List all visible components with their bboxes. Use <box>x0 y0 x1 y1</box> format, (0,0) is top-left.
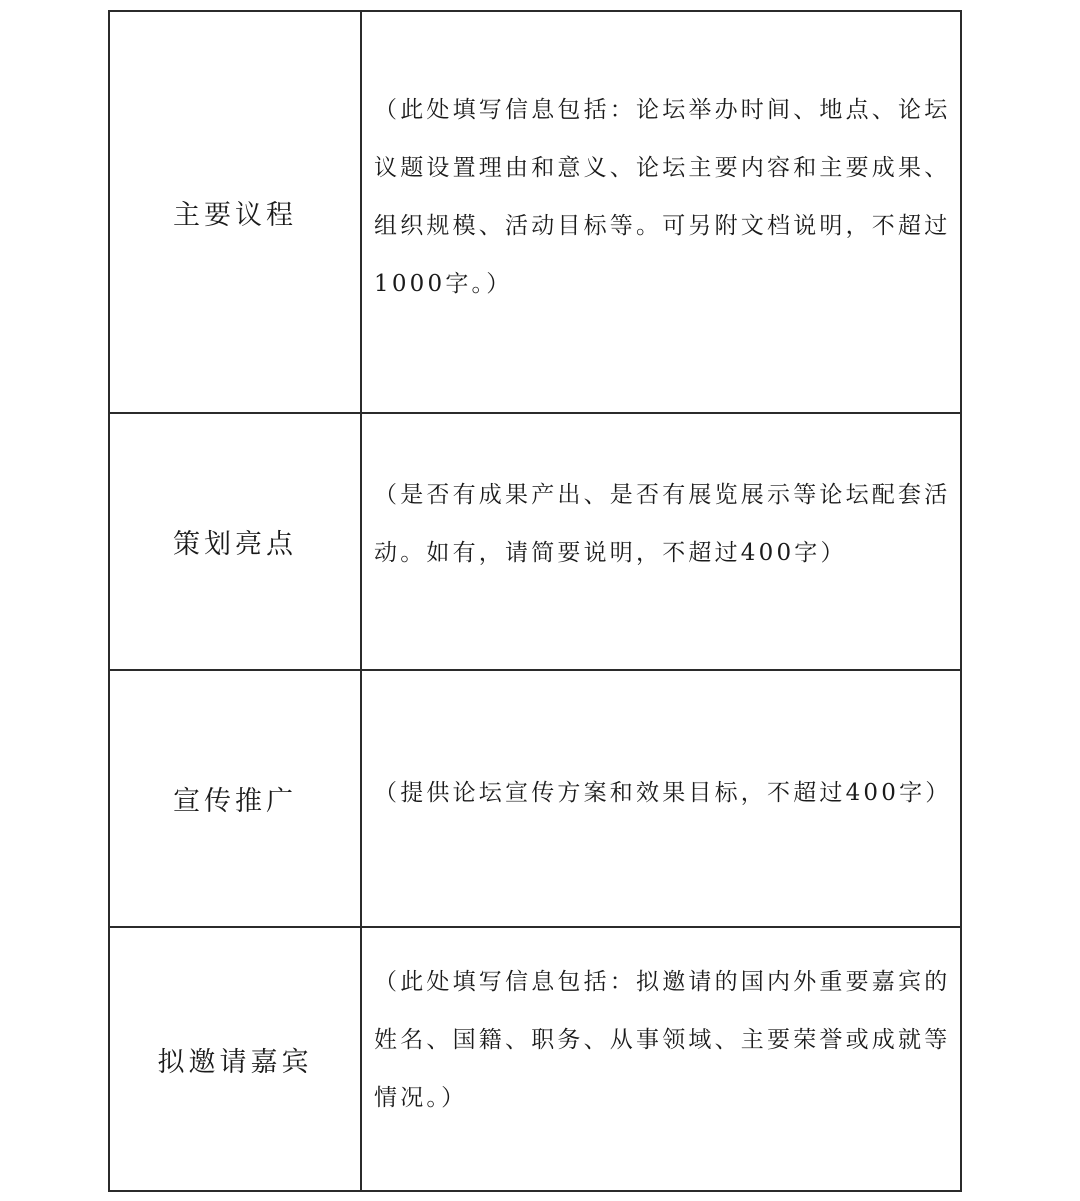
table-row-invited-guests <box>110 928 960 1190</box>
table-row-main-agenda <box>110 12 960 414</box>
row-instructions-main-agenda: （此处填写信息包括：论坛举办时间、地点、论坛议题设置理由和意义、论坛主要内容和主要成果、组织规模、活动目标等。可另附文档说明，不超过1000字。） <box>374 97 951 297</box>
row-label-promotion: 宣传推广 <box>110 671 362 926</box>
row-content-promotion[interactable] <box>362 671 960 926</box>
table-row-planning-highlights <box>110 414 960 671</box>
application-form-table <box>108 10 962 1192</box>
row-instructions-promotion: （提供论坛宣传方案和效果目标，不超过400字） <box>374 779 952 806</box>
row-instructions-planning-highlights: （是否有成果产出、是否有展览展示等论坛配套活动。如有，请简要说明，不超过400字） <box>374 482 951 566</box>
row-content-planning-highlights[interactable] <box>362 414 960 669</box>
row-label-planning-highlights: 策划亮点 <box>110 414 362 669</box>
row-content-invited-guests[interactable] <box>362 928 960 1190</box>
row-label-main-agenda: 主要议程 <box>110 12 362 412</box>
row-instructions-invited-guests: （此处填写信息包括：拟邀请的国内外重要嘉宾的姓名、国籍、职务、从事领域、主要荣誉或成就等情况。） <box>374 969 951 1111</box>
row-content-main-agenda[interactable] <box>362 12 960 412</box>
row-label-invited-guests: 拟邀请嘉宾 <box>110 928 362 1190</box>
table-row-promotion <box>110 671 960 928</box>
